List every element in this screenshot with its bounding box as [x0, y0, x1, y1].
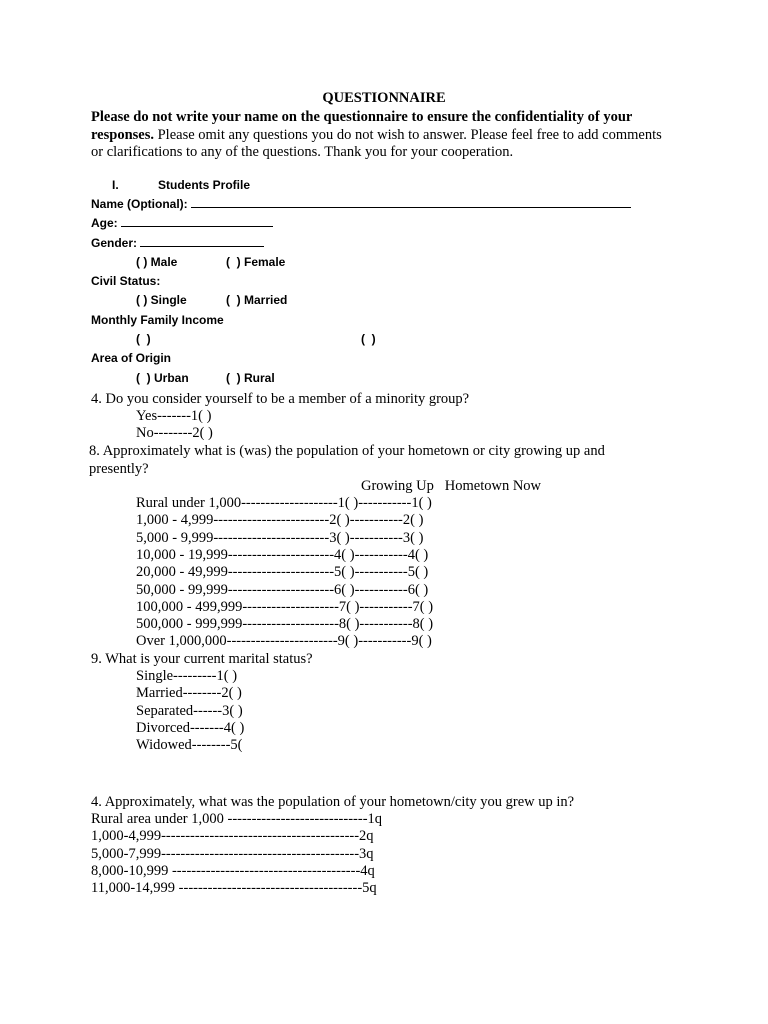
q8-option-row[interactable]: Over 1,000,000-----------------------9( )-----------9( ) — [136, 633, 432, 650]
income-label: Monthly Family Income — [91, 313, 224, 327]
q9-option[interactable]: Married--------2( ) — [136, 685, 242, 702]
age-field[interactable] — [121, 215, 273, 227]
section-number: I. — [112, 178, 119, 192]
name-field-row — [91, 195, 631, 215]
civil-option-single[interactable]: ( ) Single — [136, 293, 187, 307]
q4b-option-row[interactable]: Rural area under 1,000 -----------------------------1q — [91, 811, 383, 827]
q4b-option-row[interactable]: 5,000-7,999-----------------------------------------3q — [91, 845, 374, 862]
q9-question: 9. What is your current marital status? — [91, 651, 313, 667]
gender-field-row — [91, 234, 264, 254]
q8-option-row[interactable]: 20,000 - 49,999----------------------5( )-----------5( ) — [136, 564, 429, 581]
q4-option-yes[interactable]: Yes-------1( ) — [136, 408, 212, 424]
age-field-row — [91, 214, 273, 234]
origin-label: Area of Origin — [91, 351, 172, 365]
q8-option-row[interactable]: 50,000 - 99,999----------------------6( )-----------6( ) — [136, 581, 429, 598]
q8-option-row[interactable]: 10,000 - 19,999----------------------4( )-----------4( ) — [136, 546, 429, 563]
gender-label: Gender: — [91, 236, 138, 250]
q8-option-row[interactable]: 5,000 - 9,999------------------------3( )-----------3( ) — [136, 529, 424, 546]
intro-paragraph — [91, 109, 671, 162]
q8-option-row[interactable]: 500,000 - 999,999--------------------8( )-----------8( ) — [136, 616, 434, 633]
q4b-option-row[interactable]: 11,000-14,999 --------------------------------------5q — [91, 880, 377, 897]
q9-option[interactable]: Widowed--------5( — [136, 737, 243, 754]
page-title: QUESTIONNAIRE — [322, 90, 446, 106]
q4b-option-row[interactable]: 1,000-4,999-----------------------------------------2q — [91, 828, 374, 845]
gender-field[interactable] — [140, 235, 264, 247]
q9-option[interactable]: Single---------1( ) — [136, 668, 238, 684]
q9-option[interactable]: Separated------3( ) — [136, 702, 243, 719]
q8-option-row[interactable]: Rural under 1,000--------------------1( )-----------1( ) — [136, 495, 432, 511]
q9-option[interactable]: Divorced-------4( ) — [136, 719, 245, 736]
intro-bold-text: Please do not write your name on the questionnaire to ensure the confidentiality of your responses. — [91, 109, 633, 143]
name-label: Name (Optional): — [91, 197, 188, 211]
income-option-1[interactable]: ( ) — [136, 332, 151, 346]
civil-option-married[interactable]: ( ) Married — [226, 293, 288, 307]
origin-option-urban[interactable]: ( ) Urban — [136, 371, 189, 385]
section-title: Students Profile — [158, 178, 251, 192]
civil-status-label: Civil Status: — [91, 274, 161, 288]
q8-option-row[interactable]: 100,000 - 499,999--------------------7( )-----------7( ) — [136, 598, 434, 615]
q4-option-no[interactable]: No--------2( ) — [136, 425, 213, 441]
gender-option-male[interactable]: ( ) Male — [136, 255, 178, 269]
q4b-option-row[interactable]: 8,000-10,999 ---------------------------------------4q — [91, 862, 375, 879]
gender-option-female[interactable]: ( ) Female — [226, 255, 286, 269]
q4-question: 4. Do you consider yourself to be a member of a minority group? — [91, 391, 470, 407]
q8-question: 8. Approximately what is (was) the population of your hometown or city growing up and presently? — [89, 443, 605, 477]
age-label: Age: — [91, 216, 118, 230]
q8-option-row[interactable]: 1,000 - 4,999------------------------2( )-----------2( ) — [136, 512, 424, 529]
q4b-question: 4. Approximately, what was the population of your hometown/city you grew up in? — [91, 794, 575, 810]
intro-text: Please omit any questions you do not wish to answer. Please feel free to add comments or clarifications to any of the questions. Thank you for your cooperation. — [91, 126, 662, 160]
income-option-2[interactable]: ( ) — [361, 332, 376, 346]
name-field[interactable] — [191, 196, 631, 208]
origin-option-rural[interactable]: ( ) Rural — [226, 371, 275, 385]
q8-column-headers: Growing Up Hometown Now — [361, 478, 542, 494]
